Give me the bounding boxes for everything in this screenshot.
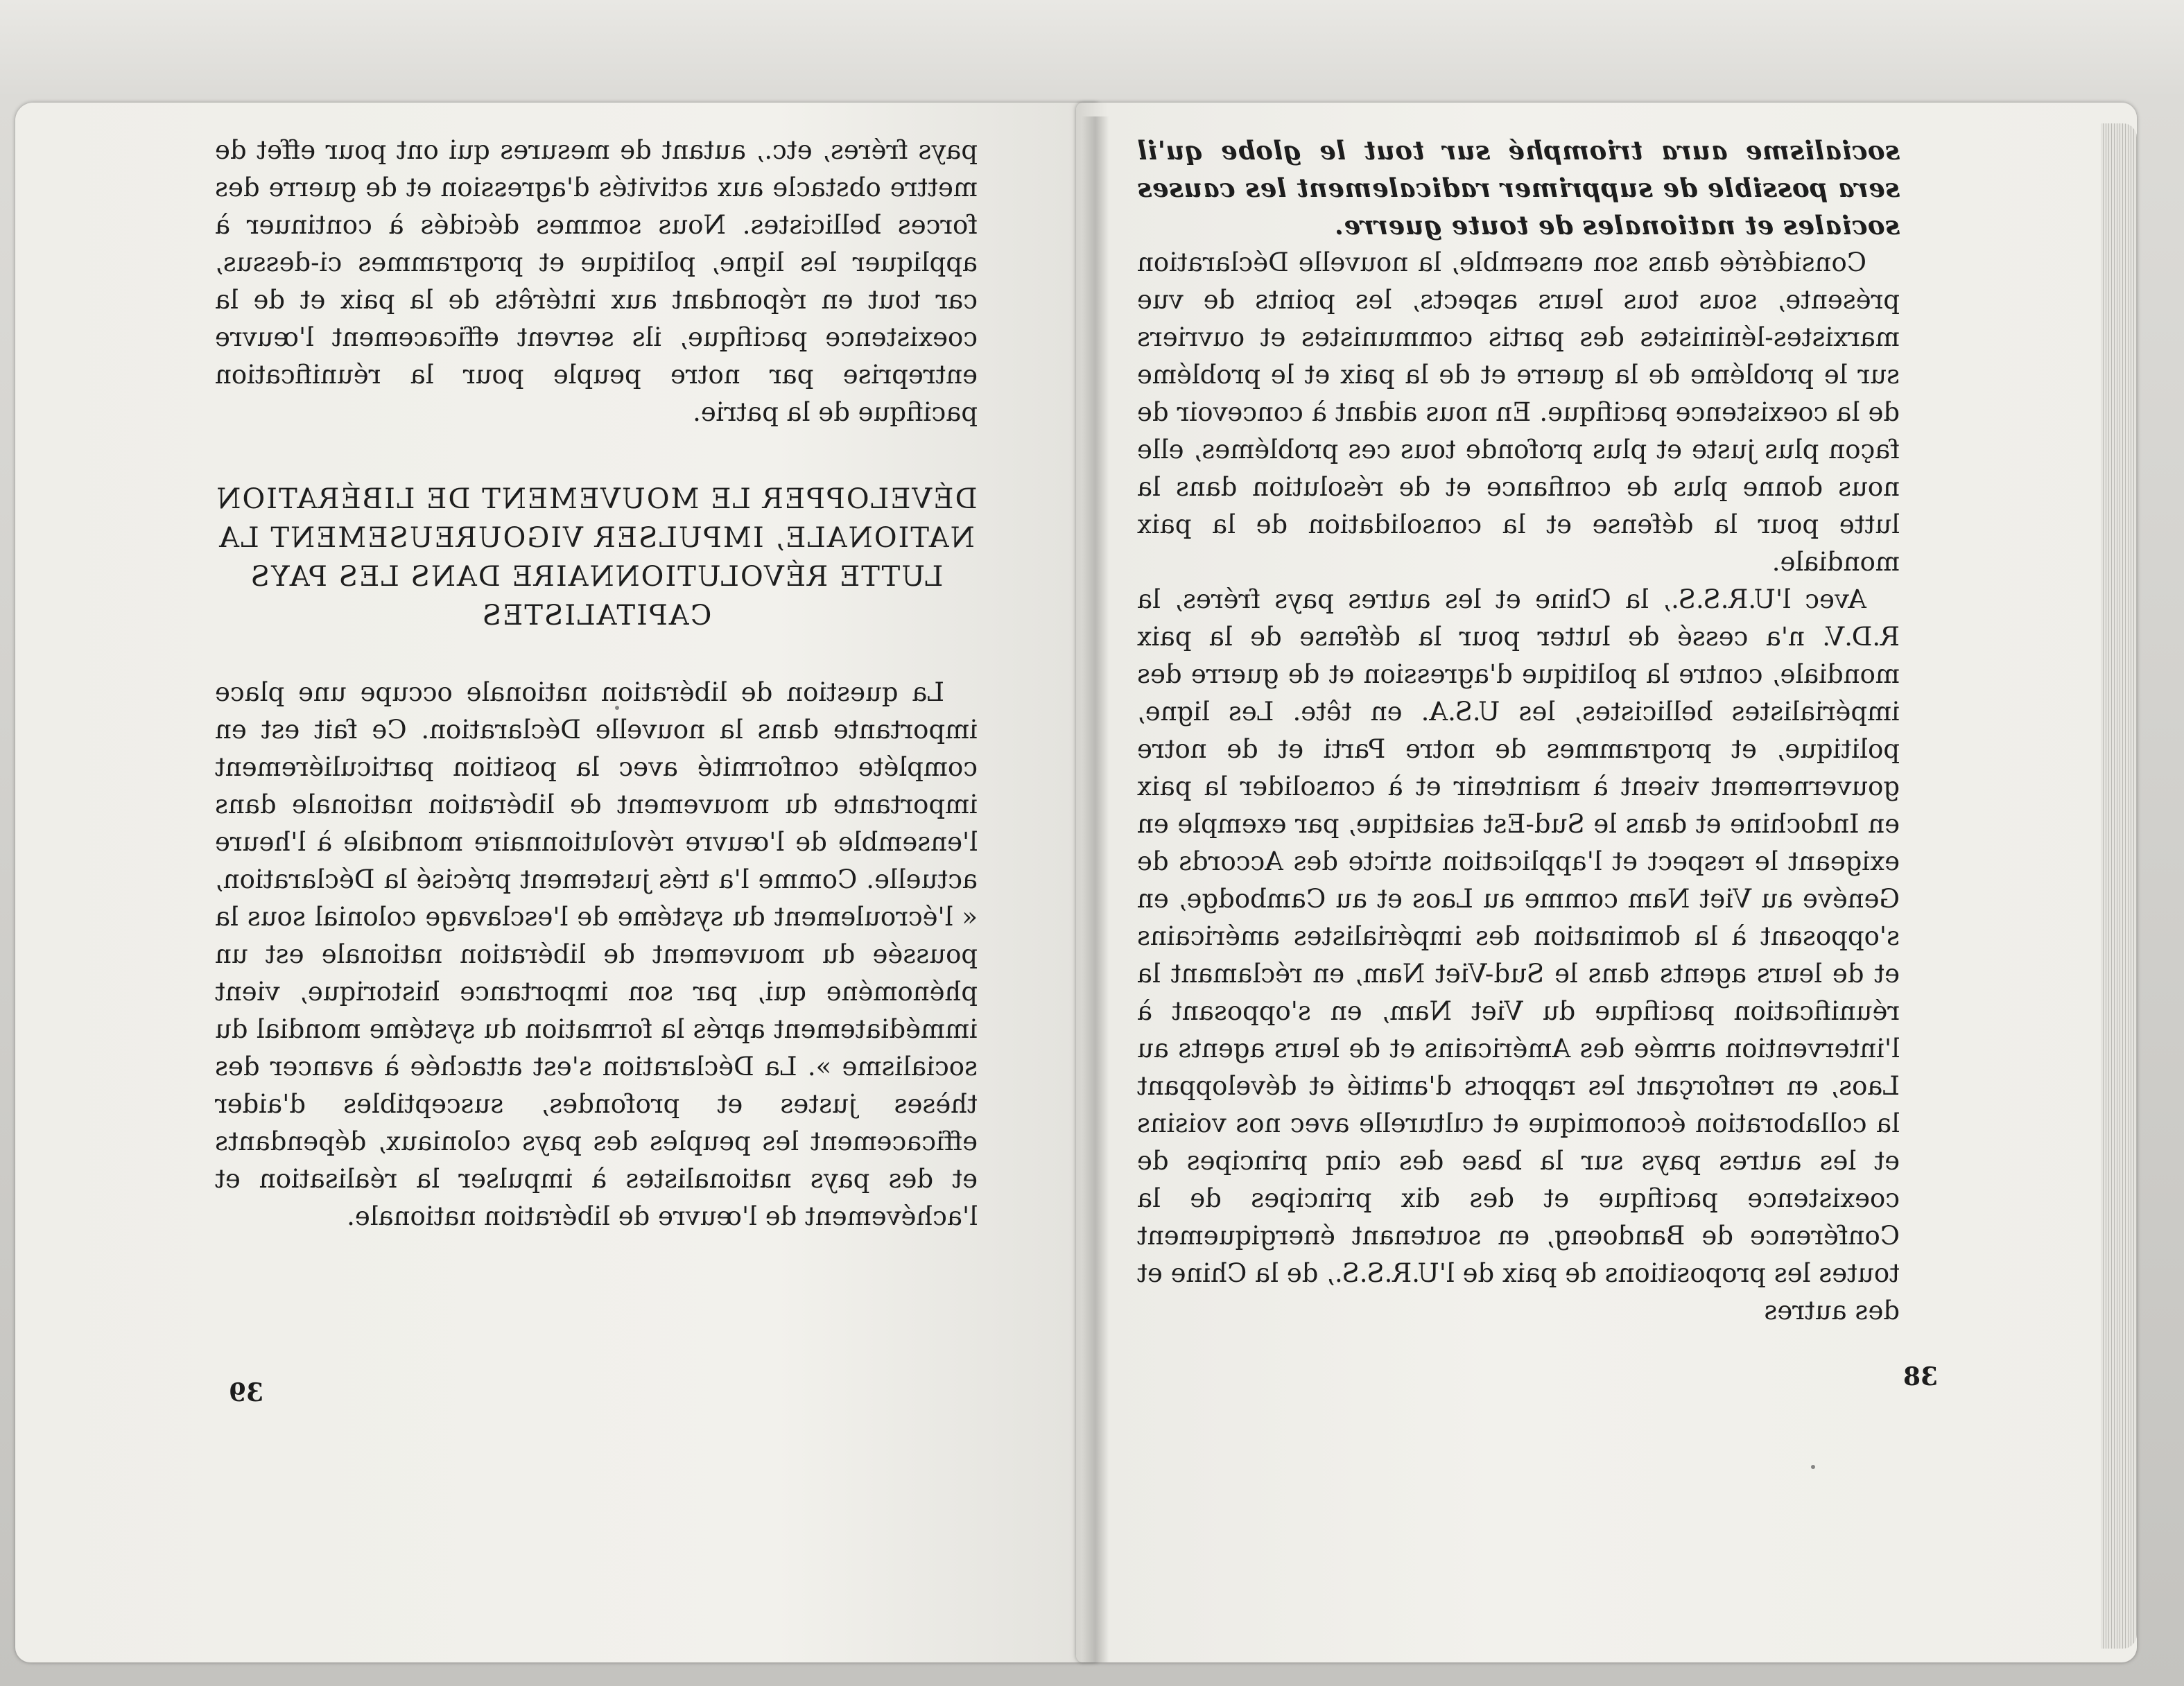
dust-speck bbox=[1811, 1465, 1815, 1469]
right-paragraph-1: Considérée dans son ensemble, la nouvelle Déclaration présente, sous tous leurs aspects, les points de vue marxistes-léninistes des partis communistes et ouvriers sur le probléme de la guerre et de la paix et le probléme de la coexistence pacifique. En nous aidant à concevoir de façon plus juste et plus profonde tous ces problémes, elle nous donne plus de confiance et de résolution dans la lutte pour la défense et la consolidation de la paix mondiale. bbox=[1137, 247, 1900, 577]
italic-lead: socialisme aura triomphé sur tout le globe qu'il sera possible de supprimer radicalement les causes sociales et nationales de toute guerre. bbox=[1137, 135, 1900, 241]
left-paragraph-2: La question de libération nationale occupe une place importante dans la nouvelle Déclaration. Ce fait est en compléte conformité avec la position particuliérement importante du mouvement de libération nationale dans l'ensemble de l'œuvre révolutionnaire mondiale à l'heure actuelle. Comme l'a trés justement précisé la Déclaration, « l'écroulement du systéme de l'esclavage colonial sous la poussée du mouvement de libération nationale est un phénoméne qui, par son importance historique, vient immédiatement aprés la formation du systéme mondial du socialisme ». La Déclaration s'est attachée à avancer des thèses justes et profondes, susceptibles d'aider efficacement les peuples des pays coloniaux, dépendants et des pays nationalistes à impulser la réalisation et l'achévement de l'œuvre de libération nationale. bbox=[215, 677, 978, 1231]
left-page-text bbox=[215, 132, 978, 1235]
book-gutter bbox=[1082, 116, 1109, 1662]
right-paragraph-2: Avec l'U.R.S.S., la Chine et les autres pays fréres, la R.D.V. n'a cessé de lutter pour la défense de la paix mondiale, contre la politique d'agression et de guerre des impérialistes bellicistes, les U.S.A. en tête. Les ligne, politique, et programmes de notre Parti et de notre gouvernement visent à maintenir et à consolider la paix en Indochine et dans le Sud-Est asiatique, par exemple en exigeant le respect et l'application stricte des Accords de Genéve au Viet Nam comme au Laos et au Cambodge, en s'opposant à la domination des impérialistes américains et de leurs agents dans le Sud-Viet Nam, en réclamant la réunification pacifique du Viet Nam, en s'opposant à l'intervention armée des Américains et de leurs agents au Laos, en renforçant les rapports d'amitié et développant la collaboration économique et culturelle avec nos voisins et les autres pays sur la base des cinq principes de coexistence pacifique et des dix principes de la Conférence de Bandoeng, en soutenant énergiquement toutes les propositions de paix de l'U.R.S.S., de la Chine et des autres bbox=[1137, 584, 1900, 1326]
page-number-left: 39 bbox=[229, 1378, 264, 1407]
page-edge-stack bbox=[2101, 123, 2137, 1649]
page-number-right: 38 bbox=[1903, 1362, 1939, 1391]
section-heading: DÉVELOPPER LE MOUVEMENT DE LIBÉRATION NATIONALE, IMPULSER VIGOUREUSEMENT LA LUTTE RÉVOLUTIONNAIRE DANS LES PAYS CAPITALISTES bbox=[215, 483, 978, 632]
right-page-text bbox=[1137, 132, 1900, 1330]
left-paragraph-1: pays fréres, etc., autant de mesures qui ont pour effet de mettre obstacle aux activités d'agression et de guerre des forces bellicistes. Nous sommes décidés à continuer à appliquer les ligne, politique et programmes ci-dessus, car tout en répondant aux intérêts de la paix et de la coexistence pacifique, ils servent efficacement l'œuvre entreprise par notre peuple pour la réunification pacifique de la patrie. bbox=[215, 135, 978, 427]
